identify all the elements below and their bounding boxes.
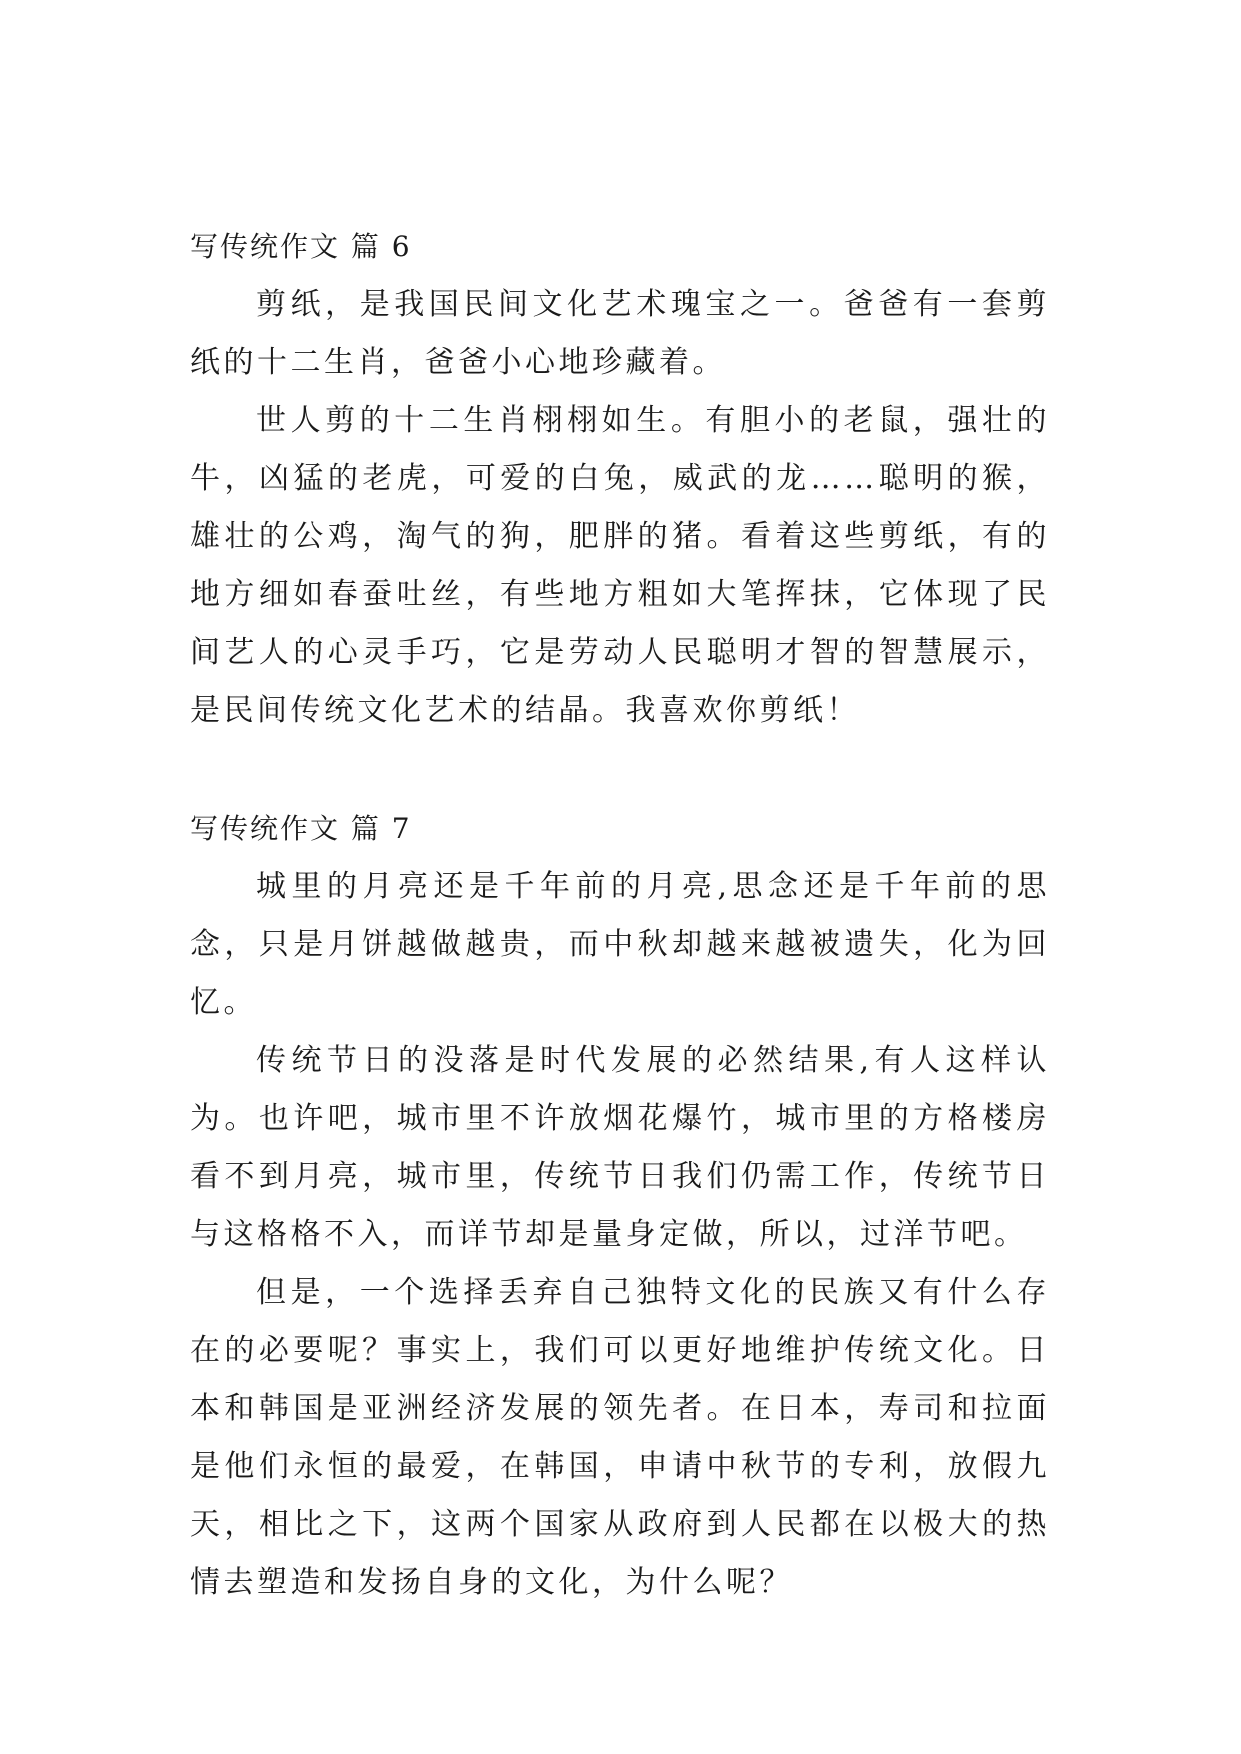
section-heading: 写传统作文 篇 7 [190,812,412,845]
essay-section-7 [190,800,1050,1612]
paragraph: 剪纸，是我国民间文化艺术瑰宝之一。爸爸有一套剪纸的十二生肖，爸爸小心地珍藏着。 [190,287,1050,380]
paragraph: 但是，一个选择丢弃自己独特文化的民族又有什么存在的必要呢？事实上，我们可以更好地维护传统文化。日本和韩国是亚洲经济发展的领先者。在日本，寿司和拉面是他们永恒的最爱，在韩国，申请中秋节的专利，放假九天，相比之下，这两个国家从政府到人民都在以极大的热情去塑造和发扬自身的文化，为什么呢？ [190,1275,1050,1600]
paragraph: 世人剪的十二生肖栩栩如生。有胆小的老鼠，强壮的牛，凶猛的老虎，可爱的白兔，威武的龙……聪明的猴，雄壮的公鸡，淘气的狗，肥胖的猪。看着这些剪纸，有的地方细如春蚕吐丝，有些地方粗如大笔挥抹，它体现了民间艺人的心灵手巧，它是劳动人民聪明才智的智慧展示，是民间传统文化艺术的结晶。我喜欢你剪纸！ [190,403,1050,728]
paragraph: 城里的月亮还是千年前的月亮,思念还是千年前的思念，只是月饼越做越贵，而中秋却越来越被遗失，化为回忆。 [190,869,1050,1020]
essay-section-6 [190,218,1050,740]
paragraph: 传统节日的没落是时代发展的必然结果,有人这样认为。也许吧，城市里不许放烟花爆竹，城市里的方格楼房看不到月亮，城市里，传统节日我们仍需工作，传统节日与这格格不入，而详节却是量身定做，所以，过洋节吧。 [190,1043,1050,1252]
section-heading: 写传统作文 篇 6 [190,230,412,263]
